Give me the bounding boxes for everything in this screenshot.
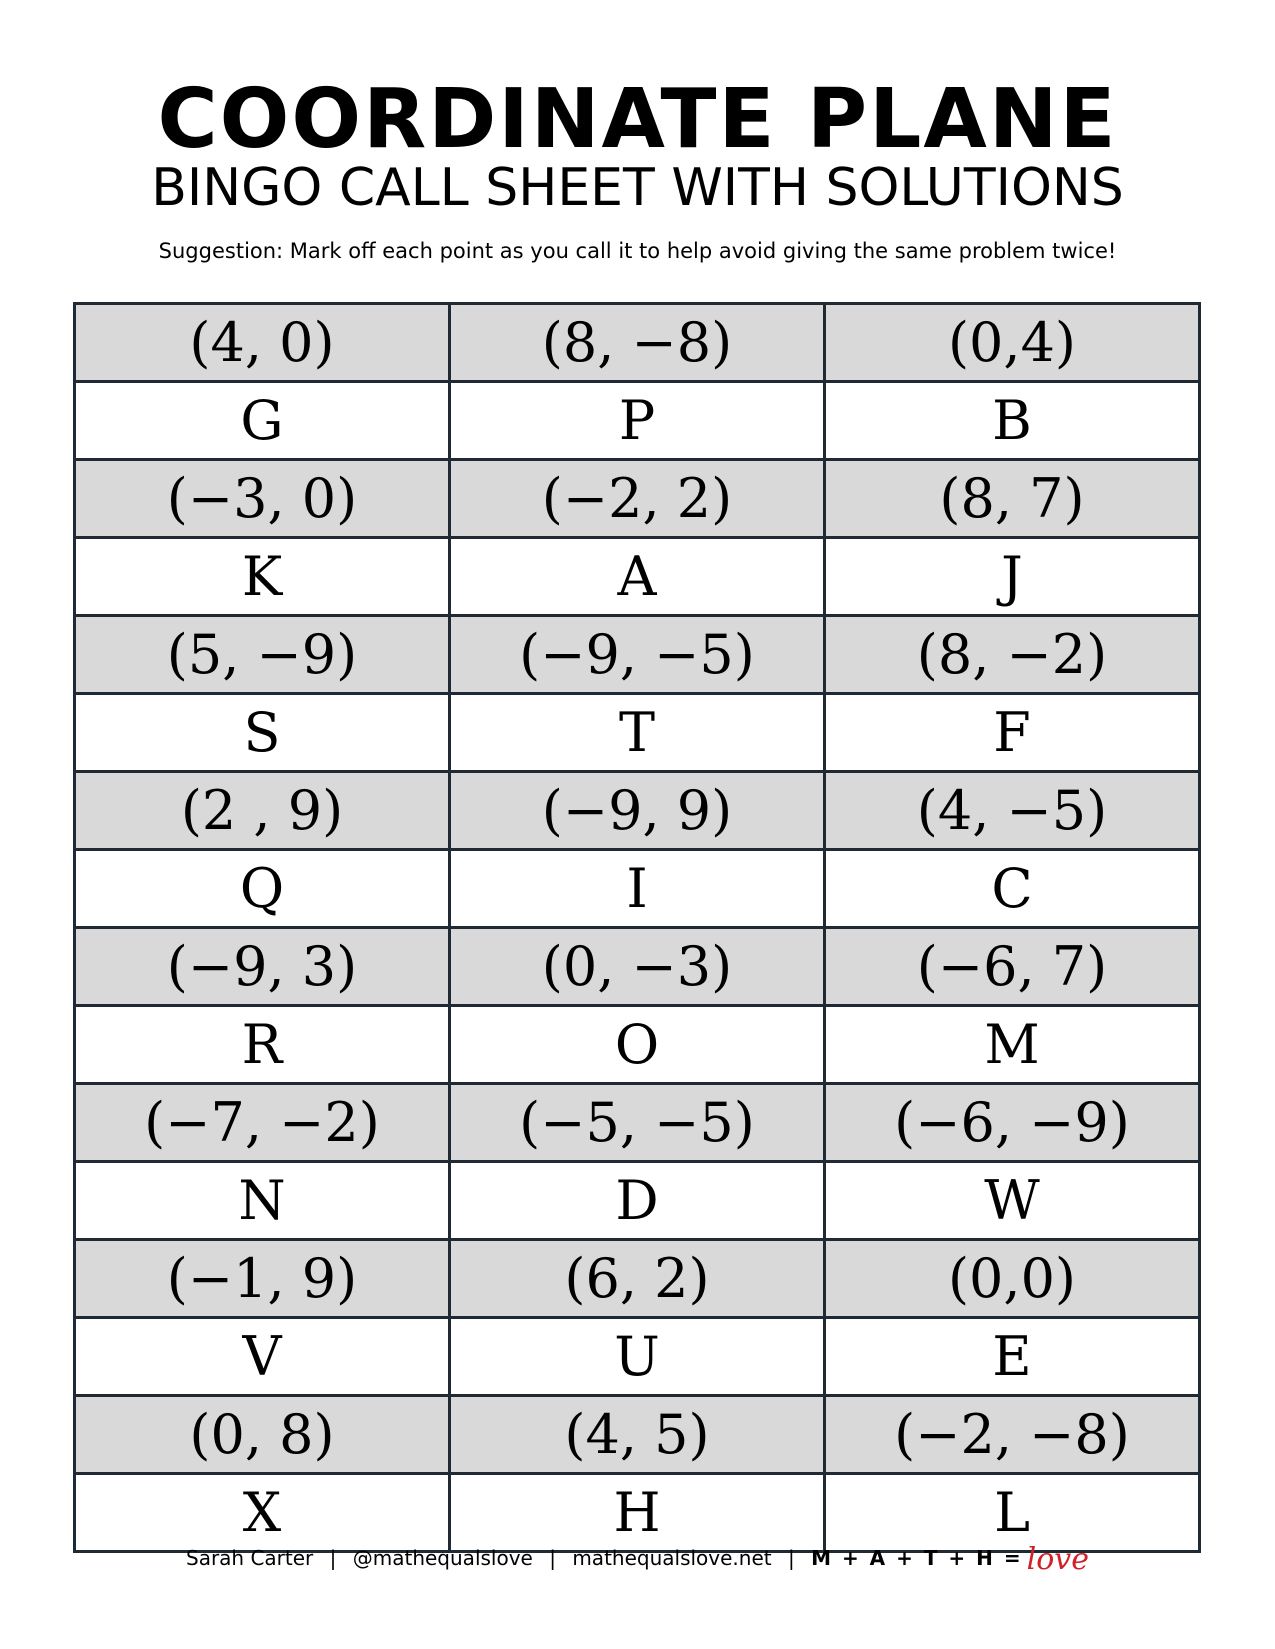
letter-cell: K (75, 538, 450, 616)
coordinate-row (75, 616, 1200, 694)
letter-cell: H (450, 1474, 825, 1552)
letter-cell: W (825, 1162, 1200, 1240)
coordinate-cell: (0,0) (825, 1240, 1200, 1318)
letter-cell: A (450, 538, 825, 616)
letter-cell: B (825, 382, 1200, 460)
coordinate-cell: (−3, 0) (75, 460, 450, 538)
letter-cell: L (825, 1474, 1200, 1552)
coordinate-row (75, 460, 1200, 538)
letter-cell: R (75, 1006, 450, 1084)
coordinate-cell: (−9, −5) (450, 616, 825, 694)
letter-cell: C (825, 850, 1200, 928)
coordinate-cell: (8, −8) (450, 304, 825, 382)
footer-separator: | (787, 1546, 795, 1570)
letter-cell: Q (75, 850, 450, 928)
letter-cell: P (450, 382, 825, 460)
suggestion-text: Suggestion: Mark off each point as you call it to help avoid giving the same problem twice! (158, 239, 1117, 263)
letter-row (75, 850, 1200, 928)
coordinate-row (75, 928, 1200, 1006)
coordinate-row (75, 1396, 1200, 1474)
letter-row (75, 538, 1200, 616)
letter-cell: E (825, 1318, 1200, 1396)
letter-cell: F (825, 694, 1200, 772)
brand-logo-script: love (1026, 1541, 1089, 1577)
footer-separator: | (549, 1546, 556, 1570)
coordinate-cell: (6, 2) (450, 1240, 825, 1318)
coordinate-cell: (−9, 3) (75, 928, 450, 1006)
letter-row (75, 1162, 1200, 1240)
coordinate-cell: (2 , 9) (75, 772, 450, 850)
coordinate-cell: (−9, 9) (450, 772, 825, 850)
footer (0, 1538, 1275, 1580)
coordinate-cell: (−2, −8) (825, 1396, 1200, 1474)
page-title: COORDINATE PLANE (157, 72, 1118, 167)
coordinate-cell: (8, −2) (825, 616, 1200, 694)
coordinate-cell: (5, −9) (75, 616, 450, 694)
letter-cell: T (450, 694, 825, 772)
coordinate-cell: (0, −3) (450, 928, 825, 1006)
letter-cell: G (75, 382, 450, 460)
coordinate-row (75, 304, 1200, 382)
coordinate-cell: (4, −5) (825, 772, 1200, 850)
footer-website: mathequalslove.net (572, 1546, 772, 1570)
coordinate-cell: (−1, 9) (75, 1240, 450, 1318)
letter-row (75, 1318, 1200, 1396)
coordinate-row (75, 1084, 1200, 1162)
coordinate-cell: (−6, 7) (825, 928, 1200, 1006)
coordinate-row (75, 1240, 1200, 1318)
letter-cell: O (450, 1006, 825, 1084)
coordinate-cell: (0, 8) (75, 1396, 450, 1474)
coordinate-cell: (4, 0) (75, 304, 450, 382)
coordinate-cell: (−7, −2) (75, 1084, 450, 1162)
footer-author: Sarah Carter (186, 1546, 314, 1570)
letter-cell: I (450, 850, 825, 928)
coordinate-cell: (4, 5) (450, 1396, 825, 1474)
page-subtitle: BINGO CALL SHEET WITH SOLUTIONS (151, 158, 1124, 218)
letter-row (75, 694, 1200, 772)
coordinate-cell: (−2, 2) (450, 460, 825, 538)
letter-row (75, 1006, 1200, 1084)
brand-logo-text: M + A + T + H = (811, 1546, 1023, 1570)
coordinate-row (75, 772, 1200, 850)
footer-separator: | (329, 1546, 337, 1570)
coordinate-cell: (8, 7) (825, 460, 1200, 538)
bingo-call-table (73, 302, 1201, 1553)
footer-handle: @mathequalslove (352, 1546, 533, 1570)
coordinate-cell: (0,4) (825, 304, 1200, 382)
letter-cell: D (450, 1162, 825, 1240)
letter-cell: S (75, 694, 450, 772)
coordinate-cell: (−5, −5) (450, 1084, 825, 1162)
letter-cell: X (75, 1474, 450, 1552)
letter-row (75, 382, 1200, 460)
letter-cell: M (825, 1006, 1200, 1084)
letter-cell: N (75, 1162, 450, 1240)
letter-cell: V (75, 1318, 450, 1396)
letter-cell: U (450, 1318, 825, 1396)
coordinate-cell: (−6, −9) (825, 1084, 1200, 1162)
letter-cell: J (825, 538, 1200, 616)
